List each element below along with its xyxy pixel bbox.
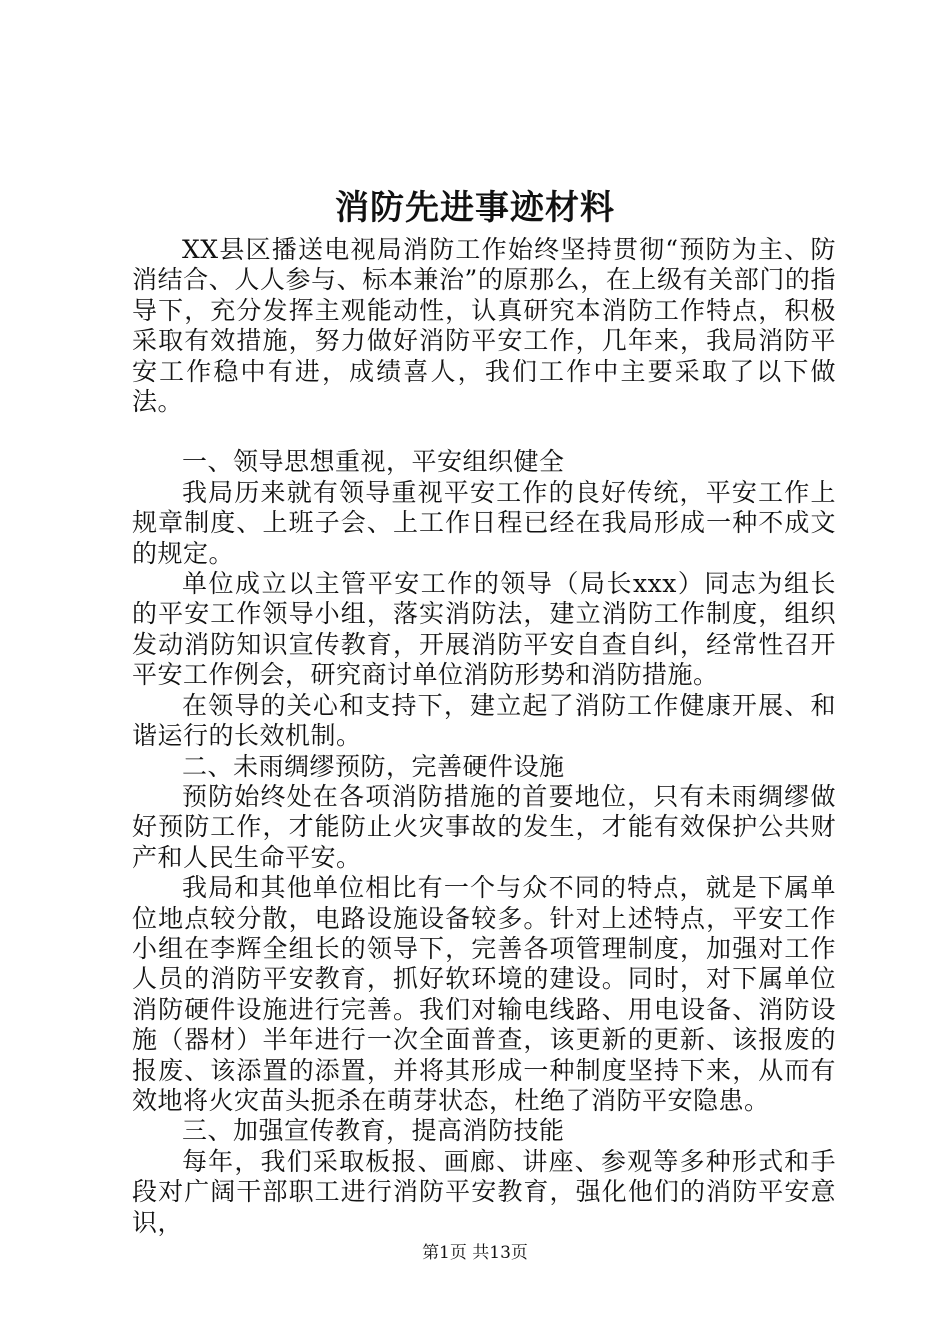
document-body bbox=[132, 235, 836, 1238]
body-paragraph: 单位成立以主管平安工作的领导（局长xxx）同志为组长的平安工作领导小组，落实消防法，建立消防工作制度，组织发动消防知识宣传教育，开展消防平安自查自纠，经常性召开平安工作例会，研究商讨单位消防形势和消防措施。 bbox=[132, 569, 836, 690]
section-heading-2: 二、未雨绸缪预防，完善硬件设施 bbox=[182, 751, 565, 781]
body-paragraph: 预防始终处在各项消防措施的首要地位，只有未雨绸缪做好预防工作，才能防止火灾事故的发生，才能有效保护公共财产和人民生命平安。 bbox=[132, 781, 836, 872]
body-paragraph: 我局和其他单位相比有一个与众不同的特点，就是下属单位地点较分散，电路设施设备较多。针对上述特点，平安工作小组在李辉全组长的领导下，完善各项管理制度，加强对工作人员的消防平安教育，抓好软环境的建设。同时，对下属单位消防硬件设施进行完善。我们对输电线路、用电设备、消防设施（器材）半年进行一次全面普查，该更新的更新、该报废的报废、该添置的添置，并将其形成一种制度坚持下来，从而有效地将火灾苗头扼杀在萌芽状态，杜绝了消防平安隐患。 bbox=[132, 873, 836, 1115]
page-number-footer: 第1页 共13页 bbox=[422, 1243, 528, 1263]
body-paragraph: 在领导的关心和支持下，建立起了消防工作健康开展、和谐运行的长效机制。 bbox=[132, 690, 836, 751]
section-heading-1: 一、领导思想重视，平安组织健全 bbox=[182, 447, 565, 477]
body-paragraph: 每年，我们采取板报、画廊、讲座、参观等多种形式和手段对广阔干部职工进行消防平安教育，强化他们的消防平安意识， bbox=[132, 1146, 836, 1237]
body-paragraph: 我局历来就有领导重视平安工作的良好传统，平安工作上规章制度、上班子会、上工作日程已经在我局形成一种不成文的规定。 bbox=[132, 477, 836, 568]
document-title: 消防先进事迹材料 bbox=[335, 188, 615, 228]
intro-paragraph: XX县区播送电视局消防工作始终坚持贯彻“预防为主、防消结合、人人参与、标本兼治”的原那么，在上级有关部门的指导下，充分发挥主观能动性，认真研究本消防工作特点，积极采取有效措施，努力做好消防平安工作，几年来，我局消防平安工作稳中有进，成绩喜人，我们工作中主要采取了以下做法。 bbox=[132, 235, 836, 417]
section-heading-3: 三、加强宣传教育，提高消防技能 bbox=[182, 1116, 565, 1146]
